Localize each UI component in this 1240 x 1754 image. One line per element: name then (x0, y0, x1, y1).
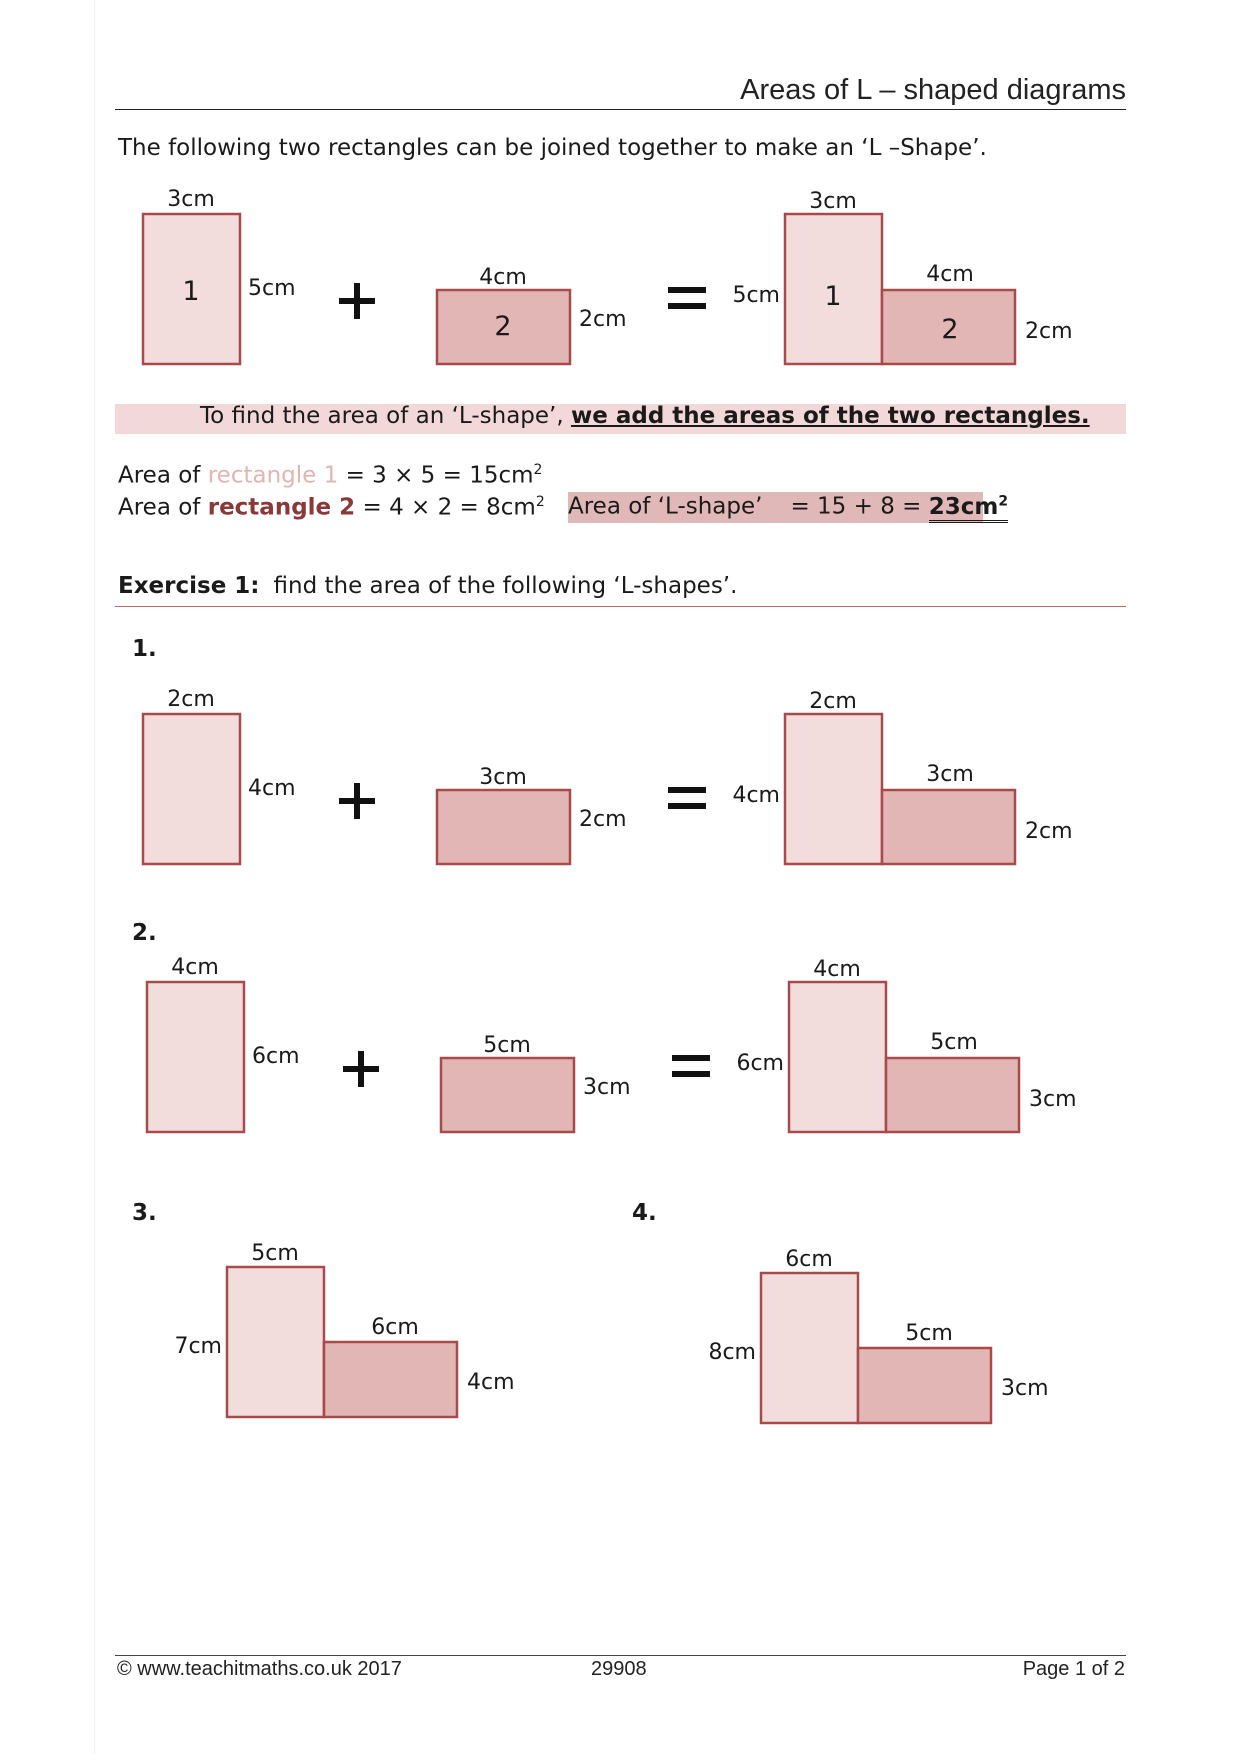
rect1-width-label: 2cm (167, 687, 215, 712)
rect2-width-label: 3cm (479, 765, 527, 790)
l-shape-height-2-label: 2cm (1025, 319, 1073, 344)
l-shape-width-1-label: 2cm (809, 689, 857, 714)
l-shape-rect-2 (882, 790, 1015, 864)
rect2-height-label: 3cm (583, 1075, 631, 1100)
exercise-label: Exercise 1: (118, 573, 260, 599)
calc-area-of: Area of (118, 462, 201, 489)
rule-emphasis: we add the areas of the two rectangles. (570, 403, 1090, 429)
l-shape-height-1-label: 6cm (736, 1051, 784, 1076)
total-answer-value: 23cm (928, 493, 999, 520)
total-label: Area of ‘L-shape’ (568, 493, 763, 520)
l-shape-width-1-label: 3cm (809, 189, 857, 214)
question-1-number: 1. (132, 636, 157, 662)
intro-text: The following two rectangles can be joined together to make an ‘L –Shape’. (118, 135, 987, 161)
page-title: Areas of L – shaped diagrams (740, 74, 1126, 106)
exercise-instruction: find the area of the following ‘L-shapes’. (273, 573, 738, 599)
equals-sign (668, 790, 706, 806)
rectangle-1 (147, 982, 244, 1132)
rectangle-2 (437, 790, 570, 864)
plus-sign (339, 783, 375, 819)
rect1-height-label: 5cm (248, 276, 296, 301)
calc-area-of: Area of (118, 494, 201, 521)
squared: 2 (535, 494, 545, 510)
footer-code: 29908 (591, 1658, 647, 1680)
l-shape-height-1-label: 8cm (708, 1340, 756, 1365)
question-4-number: 4. (632, 1200, 657, 1226)
rect2-height-label: 2cm (579, 807, 627, 832)
l-shape-width-2-label: 4cm (926, 262, 974, 287)
l-shape-height-2-label: 3cm (1001, 1376, 1049, 1401)
l-shape-width-2-label: 3cm (926, 762, 974, 787)
l-shape-rect-2 (324, 1342, 457, 1417)
l-shape-number-1: 1 (824, 281, 842, 312)
l-shape-height-2-label: 3cm (1029, 1087, 1077, 1112)
l-shape-rect-1 (789, 982, 886, 1132)
rect1-width-label: 4cm (171, 955, 219, 980)
rect1-height-label: 6cm (252, 1044, 300, 1069)
l-shape-rect-1 (227, 1267, 324, 1417)
equals-sign (672, 1058, 710, 1074)
squared: 2 (533, 462, 543, 478)
rectangle-2 (441, 1058, 574, 1132)
rect2-number: 2 (494, 311, 512, 342)
l-shape-width-1-label: 6cm (785, 1247, 833, 1272)
rect2-width-label: 5cm (483, 1033, 531, 1058)
l-shape-height-1-label: 4cm (732, 783, 780, 808)
footer-copyright: © www.teachitmaths.co.uk 2017 (117, 1658, 402, 1680)
rect2-width-label: 4cm (479, 265, 527, 290)
question-3-number: 3. (132, 1200, 157, 1226)
calc-rect2-label: rectangle 2 (207, 494, 356, 521)
total-expr: = 15 + 8 = (790, 493, 929, 520)
l-shape-height-1-label: 5cm (732, 283, 780, 308)
calc-rect2-expr: = 4 × 2 = 8cm (355, 494, 536, 521)
l-shape-width-2-label: 5cm (930, 1030, 978, 1055)
calc-rect1-label: rectangle 1 (207, 462, 339, 489)
footer-page: Page 1 of 2 (1022, 1658, 1125, 1680)
l-shape-height-1-label: 7cm (174, 1334, 222, 1359)
l-shape-width-2-label: 5cm (905, 1321, 953, 1346)
l-shape-rect-2 (858, 1348, 991, 1423)
calc-rect1-expr: = 3 × 5 = 15cm (338, 462, 534, 489)
l-shape-height-2-label: 4cm (467, 1370, 515, 1395)
rect1-height-label: 4cm (248, 776, 296, 801)
l-shape-width-2-label: 6cm (371, 1315, 419, 1340)
l-shape-rect-1 (785, 714, 882, 864)
question-2-number: 2. (132, 920, 157, 946)
squared: 2 (998, 493, 1009, 509)
rect1-number: 1 (182, 276, 200, 307)
l-shape-rect-1 (761, 1273, 858, 1423)
rect2-height-label: 2cm (579, 307, 627, 332)
plus-sign (343, 1051, 379, 1087)
l-shape-number-2: 2 (941, 314, 959, 345)
rect1-width-label: 3cm (167, 187, 215, 212)
footer-rule (115, 1655, 1126, 1656)
equals-sign (668, 290, 706, 306)
l-shape-rect-2 (886, 1058, 1019, 1132)
rectangle-1 (143, 714, 240, 864)
l-shape-width-1-label: 4cm (813, 957, 861, 982)
plus-sign (339, 283, 375, 319)
rule-prefix: To find the area of an ‘L-shape’, (200, 403, 571, 429)
l-shape-height-2-label: 2cm (1025, 819, 1073, 844)
l-shape-width-1-label: 5cm (251, 1241, 299, 1266)
